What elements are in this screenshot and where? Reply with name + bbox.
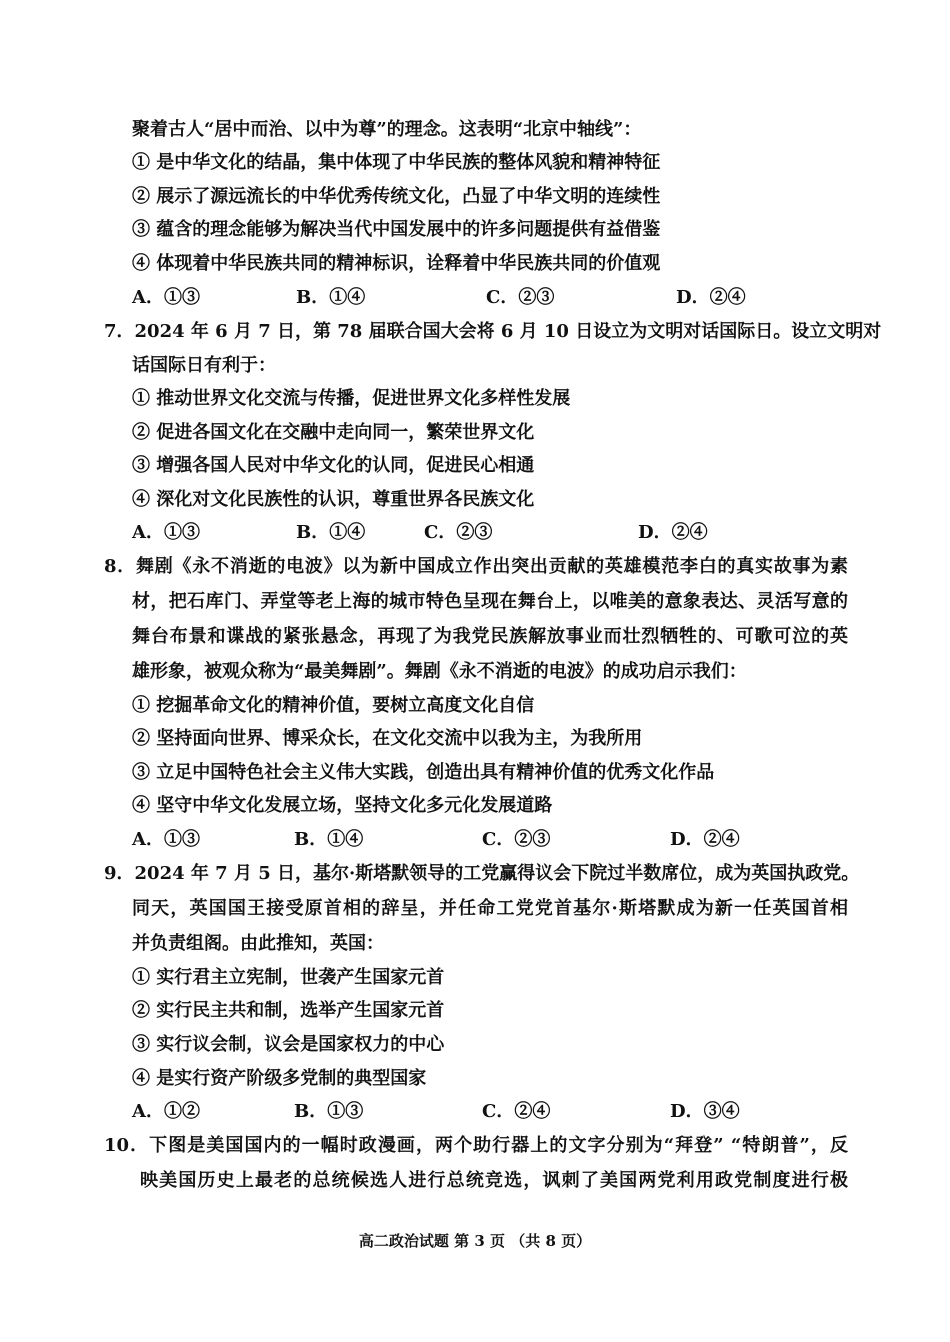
q7-item-3: ③ 增强各国人民对中华文化的认同，促进民心相通 (132, 455, 535, 476)
q9-option-b: B．①③ (294, 1101, 364, 1122)
q8-item-2: ② 坚持面向世界、博采众长，在文化交流中以我为主，为我所用 (132, 728, 643, 749)
q6-option-d: D．②④ (676, 287, 746, 308)
q9-stem-line-1: 9．2024 年 7 月 5 日，基尔·斯塔默领导的工党赢得议会下院过半数席位，成为英国执政党。 (104, 863, 860, 884)
q9-item-1: ① 实行君主立宪制，世袭产生国家元首 (132, 967, 445, 988)
q6-option-b: B．①④ (296, 287, 366, 308)
q7-stem-line-1: 7．2024 年 6 月 7 日，第 78 届联合国大会将 6 月 10 日设立为文明对话国际日。设立文明对 (104, 321, 882, 342)
q6-option-c: C．②③ (486, 287, 555, 308)
q10-stem-line-1: 10．下图是美国国内的一幅时政漫画，两个助行器上的文字分别为“拜登” “特朗普”，反 (104, 1135, 848, 1156)
q8-stem-line-2: 材，把石库门、弄堂等老上海的城市特色呈现在舞台上，以唯美的意象表达、灵活写意的 (132, 591, 848, 612)
q8-option-c: C．②③ (482, 829, 551, 850)
q8-item-4: ④ 坚守中华文化发展立场，坚持文化多元化发展道路 (132, 795, 553, 816)
q7-option-c: C．②③ (424, 522, 493, 543)
q9-item-2: ② 实行民主共和制，选举产生国家元首 (132, 1000, 445, 1021)
q9-item-3: ③ 实行议会制，议会是国家权力的中心 (132, 1034, 445, 1055)
q6-item-4: ④ 体现着中华民族共同的精神标识，诠释着中华民族共同的价值观 (132, 253, 661, 274)
q7-item-1: ① 推动世界文化交流与传播，促进世界文化多样性发展 (132, 388, 571, 409)
q8-option-b: B．①④ (294, 829, 364, 850)
q7-option-b: B．①④ (296, 522, 366, 543)
q8-stem-line-3: 舞台布景和谍战的紧张悬念，再现了为我党民族解放事业而壮烈牺牲的、可歌可泣的英 (132, 626, 848, 647)
q8-item-1: ① 挖掘革命文化的精神价值，要树立高度文化自信 (132, 695, 535, 716)
q10-stem-line-2: 映美国历史上最老的总统候选人进行总统竞选，讽刺了美国两党利用政党制度进行极 (140, 1170, 848, 1191)
q6-stem-continuation: 聚着古人“居中而治、以中为尊”的理念。这表明“北京中轴线”： (132, 119, 642, 140)
q8-option-d: D．②④ (670, 829, 740, 850)
q9-option-d: D．③④ (670, 1101, 740, 1122)
q7-option-a: A．①③ (132, 522, 200, 543)
q8-stem-line-4: 雄形象，被观众称为“最美舞剧”。舞剧《永不消逝的电波》的成功启示我们： (132, 661, 747, 682)
page-footer: 高二政治试题 第 3 页 （共 8 页） (358, 1232, 592, 1250)
q8-stem-line-1: 8．舞剧《永不消逝的电波》以为新中国成立作出突出贡献的英雄模范李白的真实故事为素 (104, 556, 848, 577)
q9-option-c: C．②④ (482, 1101, 551, 1122)
q7-stem-line-2: 话国际日有利于： (132, 355, 276, 376)
q7-item-2: ② 促进各国文化在交融中走向同一，繁荣世界文化 (132, 422, 535, 443)
q8-option-a: A．①③ (132, 829, 200, 850)
q9-stem-line-3: 并负责组阁。由此推知，英国： (132, 933, 384, 954)
q9-stem-line-2: 同天，英国国王接受原首相的辞呈，并任命工党党首基尔·斯塔默成为新一任英国首相 (132, 898, 848, 919)
q8-item-3: ③ 立足中国特色社会主义伟大实践，创造出具有精神价值的优秀文化作品 (132, 762, 715, 783)
q7-option-d: D．②④ (638, 522, 708, 543)
q6-item-2: ② 展示了源远流长的中华优秀传统文化，凸显了中华文明的连续性 (132, 186, 661, 207)
q9-item-4: ④ 是实行资产阶级多党制的典型国家 (132, 1068, 427, 1089)
q6-item-1: ① 是中华文化的结晶，集中体现了中华民族的整体风貌和精神特征 (132, 152, 661, 173)
q6-option-a: A．①③ (132, 287, 200, 308)
q7-item-4: ④ 深化对文化民族性的认识，尊重世界各民族文化 (132, 489, 535, 510)
q6-item-3: ③ 蕴含的理念能够为解决当代中国发展中的许多问题提供有益借鉴 (132, 219, 661, 240)
q9-option-a: A．①② (132, 1101, 200, 1122)
